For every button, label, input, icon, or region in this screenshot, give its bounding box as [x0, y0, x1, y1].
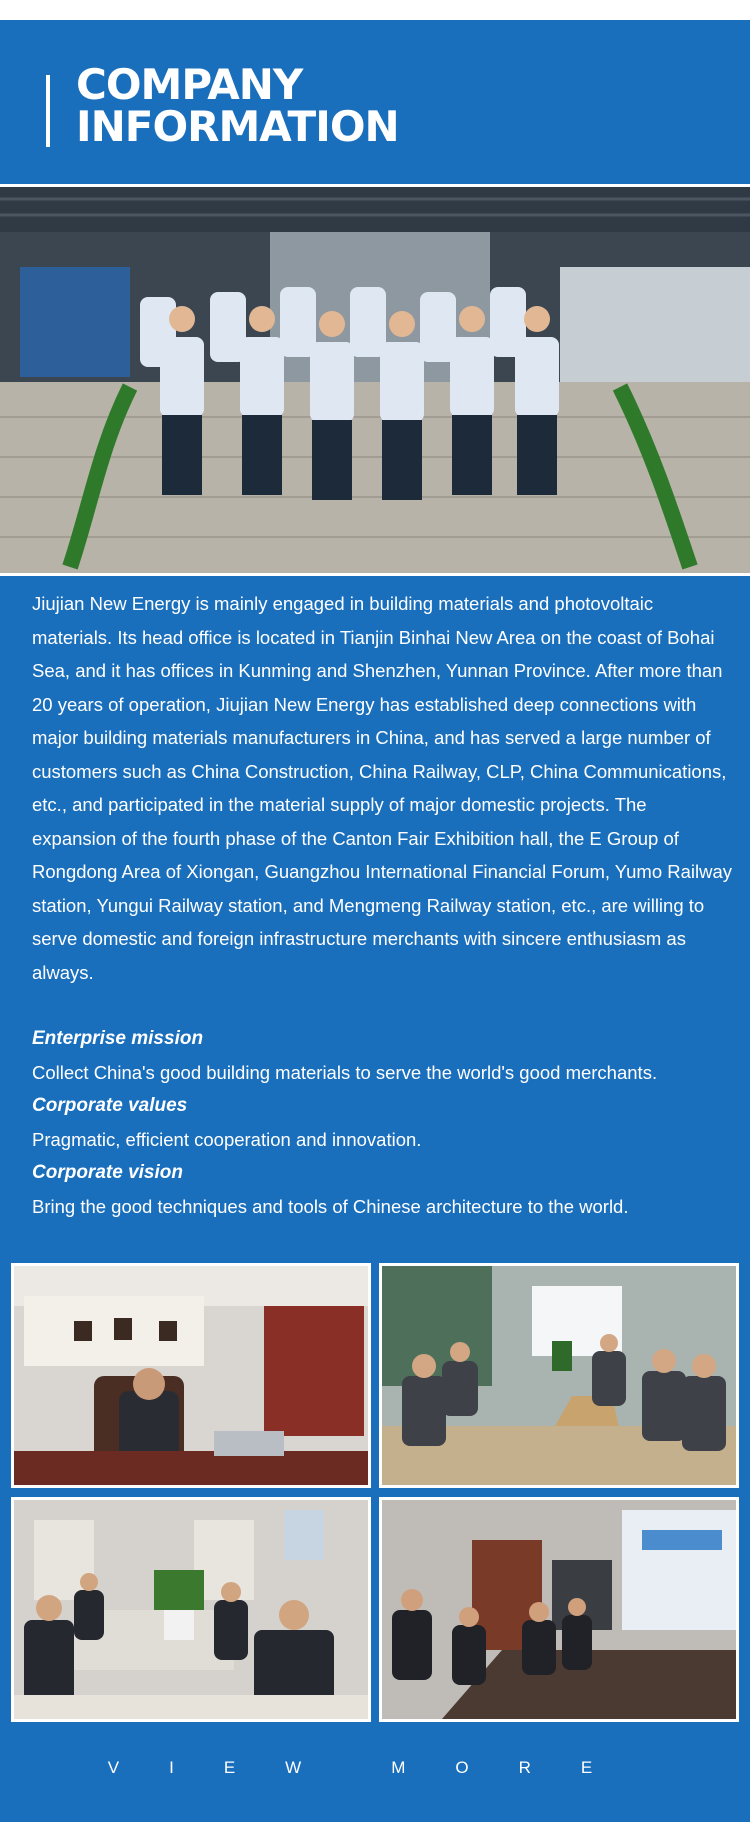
office-photo-meeting-desk	[11, 1497, 371, 1722]
title-line-1: COMPANY	[76, 60, 303, 109]
section-header	[0, 20, 750, 183]
meeting-photo-conference	[379, 1263, 739, 1488]
title-accent-bar	[46, 75, 50, 147]
company-info-section	[0, 20, 750, 1822]
vision-heading: Corporate vision	[32, 1162, 183, 1183]
company-intro-text: Jiujian New Energy is mainly engaged in building materials and photovoltaic materials. Its head office is located in Tianjin Binhai New Area on the coast of Bohai Sea, and it has offices in Kunming and Shenzhen, Yunnan Province. After more than 20 years of operation, Jiujian New Energy has established deep connections with major building materials manufacturers in China, and has served a large number of customers such as China Construction, China Railway, CLP, China Communications, etc., and participated in the material supply of major domestic projects. The expansion of the fourth phase of the Canton Fair Exhibition hall, the E Group of Rongdong Area of Xiongan, Guangzhou International Financial Forum, Yumo Railway station, Yungui Railway station, and Mengmeng Railway station, etc., are willing to serve domestic and foreign infrastructure merchants with sincere enthusiasm as always.	[32, 593, 733, 983]
values-text: Pragmatic, efficient cooperation and innovation.	[32, 1128, 422, 1150]
team-group-photo	[0, 184, 750, 576]
meeting-photo-boardroom	[379, 1497, 739, 1722]
vision-text: Bring the good techniques and tools of Chinese architecture to the world.	[32, 1195, 629, 1217]
company-values	[32, 1022, 732, 1223]
mission-text: Collect China's good building materials to serve the world's good merchants.	[32, 1061, 658, 1083]
view-more-word-1: VIEW	[107, 1758, 352, 1777]
view-more-word-2: MORE	[391, 1758, 643, 1777]
office-photo-desk	[11, 1263, 371, 1488]
values-heading: Corporate values	[32, 1095, 188, 1116]
page-title	[76, 60, 399, 151]
mission-heading: Enterprise mission	[32, 1028, 204, 1049]
view-more-link[interactable]	[0, 1748, 750, 1788]
title-line-2: INFORMATION	[76, 102, 399, 151]
